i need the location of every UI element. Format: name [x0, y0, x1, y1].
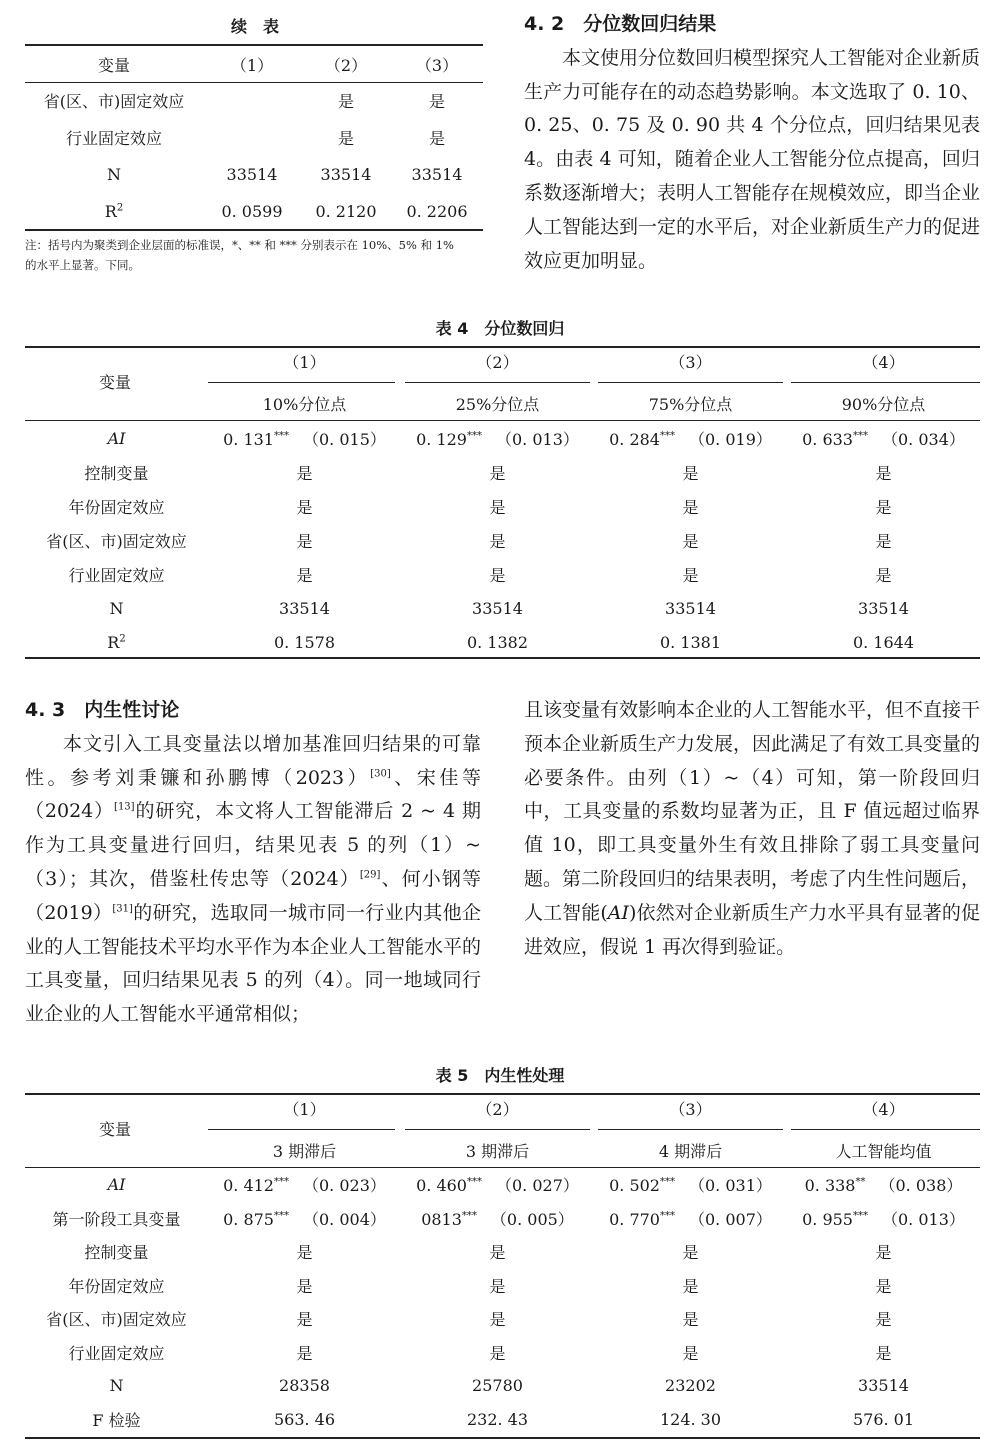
- table-row: [25, 1168, 980, 1202]
- table-cell: 是: [489, 531, 506, 551]
- table-cell: 33514: [226, 165, 278, 184]
- table-cell: 是: [682, 565, 699, 585]
- table-cell: 是: [682, 531, 699, 551]
- table-cell: 0. 1578: [273, 632, 336, 652]
- table-row: [25, 119, 483, 156]
- table5-title: 表 5 内生性处理: [435, 1066, 565, 1085]
- table-cell: 是: [682, 497, 699, 517]
- table5-colsub: 人工智能均值: [835, 1142, 932, 1161]
- table-cell: 33514: [279, 598, 330, 618]
- table4-colnum: （2）: [476, 353, 519, 372]
- header-cell: （2）: [324, 55, 368, 75]
- table3-cont-body: [25, 82, 483, 230]
- table-cell: 是: [875, 463, 892, 483]
- table-cell: 是: [489, 565, 506, 585]
- row-label: 省(区、市)固定效应: [46, 1310, 187, 1330]
- table-cell: 是: [489, 1310, 506, 1330]
- table5-colsub: 3 期滞后: [465, 1142, 530, 1161]
- table4-colsub: 90%分位点: [841, 395, 926, 414]
- table-cell: 是: [489, 1243, 506, 1263]
- citation: [31]: [112, 903, 133, 915]
- table5-colnum: （1）: [283, 1100, 326, 1119]
- table-row: [25, 1302, 980, 1336]
- table-cell: 33514: [411, 165, 463, 184]
- table4-colsub: 75%分位点: [648, 395, 733, 414]
- paragraph: 本文引入工具变量法以增加基准回归结果的可靠性。参考刘秉镰和孙鹏博（2023）[30]、宋佳等（2024）[13]的研究，本文将人工智能滞后 2 ~ 4 期作为工具变量进行回归，结果见表 5 的列（1）~（3）；其次，借鉴杜传忠等（2024）[29]、何小钢等（2019）[31]的研究，选取同一城市同一行业内其他企业的人工智能技术平均水平作为本企业人工智能水平的工具变量，回归结果见表 5 的列（4）。同一地域同行业企业的人工智能水平通常相似；: [25, 732, 482, 1026]
- table-cell: 是: [296, 531, 313, 551]
- table-header-row: [25, 46, 483, 82]
- table5-colsub: 3 期滞后: [272, 1142, 337, 1161]
- table-cell: 0. 875*** （0. 004）: [223, 1209, 386, 1229]
- row-label: N: [109, 598, 124, 618]
- table-cell: 是: [296, 1343, 313, 1363]
- table3-bottom-rule: [25, 229, 483, 231]
- table-cell: 是: [296, 1243, 313, 1263]
- table-note: 注：括号内为聚类到企业层面的标准误，*、** 和 *** 分别表示在 10%、5% 和 1% 的水平上显著。下同。: [25, 238, 454, 272]
- table-cell: 是: [296, 1276, 313, 1296]
- row-label: 行业固定效应: [68, 1343, 165, 1363]
- table-cell: 33514: [858, 598, 909, 618]
- citation: [30]: [370, 768, 391, 780]
- col-rule: [791, 382, 980, 383]
- header-cell: （3）: [415, 55, 459, 75]
- table-cell: 是: [875, 1343, 892, 1363]
- table-cell: 0. 502*** （0. 031）: [609, 1176, 772, 1196]
- header-cell: （1）: [230, 55, 274, 75]
- table-row: [25, 1369, 980, 1403]
- table-cell: 0. 284*** （0. 019）: [609, 429, 772, 449]
- row-label: $R^2$: [104, 202, 124, 221]
- table-row: [25, 193, 483, 230]
- table4-colnum: （1）: [283, 353, 326, 372]
- table-cell: 0. 633*** （0. 034）: [802, 429, 965, 449]
- col-rule: [791, 1129, 980, 1130]
- table-row: [25, 625, 980, 659]
- table-cell: 0. 2206: [406, 202, 468, 221]
- row-label: N: [107, 165, 121, 184]
- table-cell: 是: [875, 1310, 892, 1330]
- table-row: [25, 455, 980, 489]
- table-row: [25, 82, 483, 119]
- col-rule: [405, 1129, 590, 1130]
- table-cell: 0. 1381: [659, 632, 722, 652]
- col-rule: [405, 382, 590, 383]
- table-cell: 是: [296, 1310, 313, 1330]
- table-row: [25, 591, 980, 625]
- table-cell: 0. 0599: [221, 202, 283, 221]
- table4-title: 表 4 分位数回归: [435, 319, 565, 338]
- table-cell: 是: [489, 497, 506, 517]
- table-cell: 是: [875, 497, 892, 517]
- table5-colnum: （4）: [862, 1100, 905, 1119]
- table4-colnum: （3）: [669, 353, 712, 372]
- col-rule: [208, 382, 395, 383]
- table-row: [25, 156, 483, 193]
- table-cell: 是: [296, 497, 313, 517]
- table3-cont-title: 续 表: [230, 17, 279, 36]
- table-cell: 0. 955*** （0. 013）: [802, 1209, 965, 1229]
- table-cell: 232. 43: [466, 1409, 529, 1429]
- table-cell: 是: [337, 92, 354, 111]
- table-cell: 是: [682, 1343, 699, 1363]
- table-row: [25, 1202, 980, 1236]
- table-row: [25, 523, 980, 557]
- table-cell: 是: [489, 1343, 506, 1363]
- row-label: AI: [107, 428, 126, 448]
- table-cell: [203, 82, 301, 119]
- section-4-3-right: [524, 694, 980, 964]
- table-cell: 124. 30: [659, 1409, 722, 1429]
- table5-colsub: 4 期滞后: [658, 1142, 723, 1161]
- col-rule: [598, 1129, 783, 1130]
- row-label: 第一阶段工具变量: [52, 1209, 181, 1229]
- col-rule: [208, 1129, 395, 1130]
- table-cell: 是: [428, 92, 445, 111]
- table-cell: 0. 460*** （0. 027）: [416, 1176, 579, 1196]
- table5-colnum: （3）: [669, 1100, 712, 1119]
- table-row: [25, 1336, 980, 1370]
- row-label: AI: [107, 1175, 126, 1195]
- section-4-3-left: [25, 694, 481, 1032]
- table-cell: [203, 119, 301, 156]
- table-cell: 是: [428, 129, 445, 148]
- table-row: [25, 1403, 980, 1437]
- table-cell: 是: [682, 1310, 699, 1330]
- table-cell: 是: [489, 463, 506, 483]
- row-label: 年份固定效应: [68, 497, 165, 517]
- table-cell: 33514: [472, 598, 523, 618]
- table-cell: 是: [296, 463, 313, 483]
- row-label: 控制变量: [84, 463, 149, 483]
- citation: [29]: [359, 869, 381, 881]
- section-4-2: [524, 8, 980, 278]
- table-cell: 576. 01: [852, 1409, 915, 1429]
- table-cell: 28358: [279, 1376, 330, 1396]
- row-label: 省(区、市)固定效应: [46, 531, 187, 551]
- table-cell: 是: [875, 565, 892, 585]
- table-cell: 是: [875, 531, 892, 551]
- table-cell: 25780: [472, 1376, 523, 1396]
- section-heading: 4. 2 分位数回归结果: [524, 13, 717, 35]
- table-cell: 是: [875, 1276, 892, 1296]
- paragraph: 本文使用分位数回归模型探究人工智能对企业新质生产力可能存在的动态趋势影响。本文选取了 0. 10、0. 25、0. 75 及 0. 90 共 4 个分位点，回归结果见表 4。由表 4 可知，随着企业人工智能分位点提高，回归系数逐渐增大；表明人工智能存在规模效应，即当企业人工智能达到一定的水平后，对企业新质生产力的促进效应更加明显。: [524, 46, 981, 272]
- table-cell: 0813*** （0. 005）: [421, 1209, 574, 1229]
- row-label: F 检验: [92, 1410, 141, 1430]
- row-label: 年份固定效应: [68, 1276, 165, 1296]
- table-row: [25, 1235, 980, 1269]
- table-cell: 33514: [320, 165, 372, 184]
- table4-colnum: （4）: [862, 353, 905, 372]
- table4-var-label: 变量: [98, 373, 131, 392]
- table3-cont: [25, 46, 483, 82]
- table-cell: 0. 338** （0. 038）: [804, 1176, 963, 1196]
- table-cell: 是: [875, 1243, 892, 1263]
- table-row: [25, 489, 980, 523]
- table-cell: 是: [489, 1276, 506, 1296]
- table-cell: 是: [296, 565, 313, 585]
- row-label: 行业固定效应: [65, 129, 162, 148]
- row-label: $R^2$: [107, 632, 126, 652]
- section-heading: 4. 3 内生性讨论: [25, 699, 180, 721]
- table4-bottom-rule: [25, 657, 980, 659]
- table-cell: 0. 770*** （0. 007）: [609, 1209, 772, 1229]
- table-cell: 23202: [665, 1376, 716, 1396]
- table-row: [25, 421, 980, 455]
- table-row: [25, 557, 980, 591]
- table-cell: 0. 129*** （0. 013）: [416, 429, 579, 449]
- table-cell: 是: [682, 463, 699, 483]
- table-cell: 33514: [665, 598, 716, 618]
- table-cell: 33514: [858, 1376, 909, 1396]
- table5-var-label: 变量: [98, 1120, 131, 1139]
- table-cell: 0. 412*** （0. 023）: [223, 1176, 386, 1196]
- table4-colsub: 10%分位点: [262, 395, 347, 414]
- table-cell: 0. 1382: [466, 632, 529, 652]
- col-rule: [598, 382, 783, 383]
- table-cell: 0. 131*** （0. 015）: [223, 429, 386, 449]
- table5-bottom-rule: [25, 1437, 980, 1439]
- table4-colsub: 25%分位点: [455, 395, 540, 414]
- table-cell: 563. 46: [273, 1409, 336, 1429]
- table-cell: 0. 2120: [315, 202, 377, 221]
- header-cell: 变量: [97, 55, 130, 75]
- table-cell: 0. 1644: [852, 632, 915, 652]
- table5-colnum: （2）: [476, 1100, 519, 1119]
- citation: [13]: [114, 802, 135, 814]
- row-label: 省(区、市)固定效应: [43, 92, 185, 111]
- table5-body: [25, 1168, 980, 1436]
- row-label: 控制变量: [84, 1243, 149, 1263]
- table-cell: 是: [337, 129, 354, 148]
- row-label: 行业固定效应: [68, 565, 165, 585]
- paragraph: 且该变量有效影响本企业的人工智能水平，但不直接干预本企业新质生产力发展，因此满足了有效工具变量的必要条件。由列（1）~（4）可知，第一阶段回归中，工具变量的系数均显著为正，且 F 值远超过临界值 10，即工具变量外生有效且排除了弱工具变量问题。第二阶段回归的结果表明，考虑了内生性问题后，人工智能(AI)依然对企业新质生产力水平具有显著的促进效应，假说 1 再次得到验证。: [524, 699, 981, 958]
- table-row: [25, 1269, 980, 1303]
- table-cell: 是: [682, 1243, 699, 1263]
- row-label: N: [109, 1376, 124, 1396]
- table-cell: 是: [682, 1276, 699, 1296]
- table4-body: [25, 421, 980, 659]
